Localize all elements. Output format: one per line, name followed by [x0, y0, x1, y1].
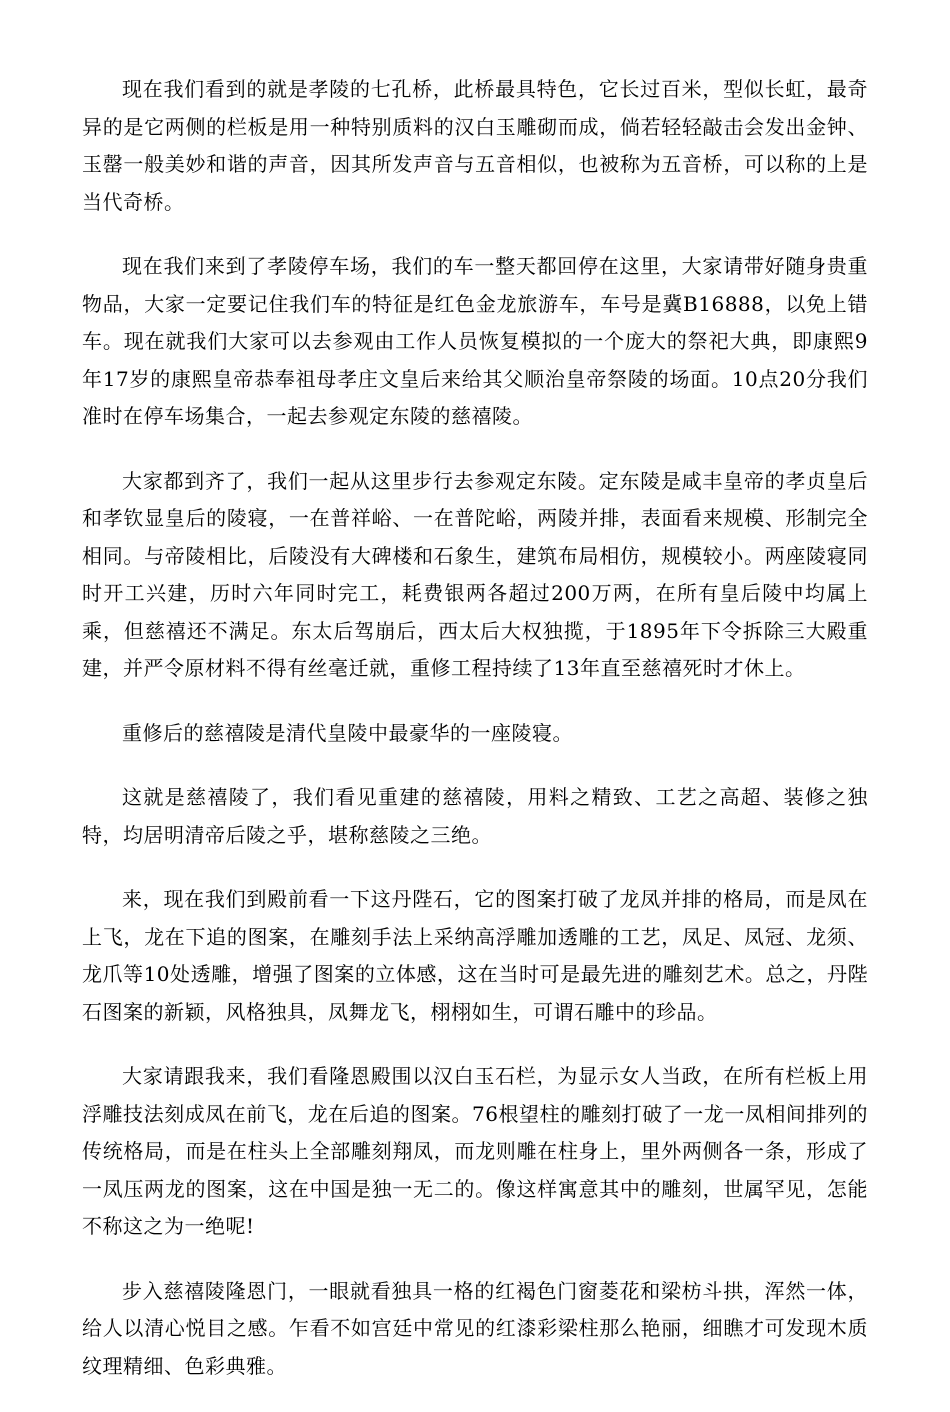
paragraph-longen-gate: 步入慈禧陵隆恩门，一眼就看独具一格的红褐色门窗菱花和梁枋斗拱，浑然一体，给人以清心悦目之感。乍看不如宫廷中常见的红漆彩梁柱那么艳丽，细瞧才可发现木质纹理精细、色彩典雅。 [82, 1278, 868, 1378]
paragraph-three-wonders: 这就是慈禧陵了，我们看见重建的慈禧陵，用料之精致、工艺之高超、装修之独特，均居明清帝后陵之乎，堪称慈陵之三绝。 [82, 785, 868, 847]
paragraph-danbi-stone: 来，现在我们到殿前看一下这丹陛石，它的图案打破了龙凤并排的格局，而是凤在上飞，龙在下追的图案，在雕刻手法上采纳高浮雕加透雕的工艺，凤足、凤冠、龙须、龙爪等10处透雕，增强了图案的立体感，这在当时可是最先进的雕刻艺术。总之，丹陛石图案的新颖，风格独具，凤舞龙飞，栩栩如生，可谓石雕中的珍品。 [82, 887, 868, 1024]
document-body [82, 71, 868, 1412]
paragraph-longen-hall-railings: 大家请跟我来，我们看隆恩殿围以汉白玉石栏，为显示女人当政，在所有栏板上用浮雕技法刻成凤在前飞，龙在后追的图案。76根望柱的雕刻打破了一龙一凤相间排列的传统格局，而是在柱头上全部雕刻翔凤，而龙则雕在柱身上，里外两侧各一条，形成了一凤压两龙的图案，这在中国是独一无二的。像这样寓意其中的雕刻，世属罕见，怎能不称这之为一绝呢! [82, 1064, 868, 1238]
paragraph-parking-lot: 现在我们来到了孝陵停车场，我们的车一整天都回停在这里，大家请带好随身贵重物品，大家一定要记住我们车的特征是红色金龙旅游车，车号是冀B16888，以免上错车。现在就我们大家可以去参观由工作人员恢复模拟的一个庞大的祭祀大典，即康熙9年17岁的康熙皇帝恭奉祖母孝庄文皇后来给其父顺治皇帝祭陵的场面。10点20分我们准时在停车场集合，一起去参观定东陵的慈禧陵。 [82, 254, 868, 428]
paragraph-restored-tomb: 重修后的慈禧陵是清代皇陵中最豪华的一座陵寝。 [122, 720, 573, 745]
paragraph-dingdong-tombs: 大家都到齐了，我们一起从这里步行去参观定东陵。定东陵是咸丰皇帝的孝贞皇后和孝钦显皇后的陵寝，一在普祥峪、一在普陀峪，两陵并排，表面看来规模、形制完全相同。与帝陵相比，后陵没有大碑楼和石象生，建筑布局相仿，规模较小。两座陵寝同时开工兴建，历时六年同时完工，耗费银两各超过200万两，在所有皇后陵中均属上乘，但慈禧还不满足。东太后驾崩后，西太后大权独揽，于1895年下令拆除三大殿重建，并严令原材料不得有丝毫迁就，重修工程持续了13年直至慈禧死时才休上。 [82, 468, 868, 680]
paragraph-seven-arch-bridge: 现在我们看到的就是孝陵的七孔桥，此桥最具特色，它长过百米，型似长虹，最奇异的是它两侧的栏板是用一种特别质料的汉白玉雕砌而成，倘若轻轻敲击会发出金钟、玉罄一般美妙和谐的声音，因其所发声音与五音相似，也被称为五音桥，可以称的上是当代奇桥。 [82, 77, 868, 214]
